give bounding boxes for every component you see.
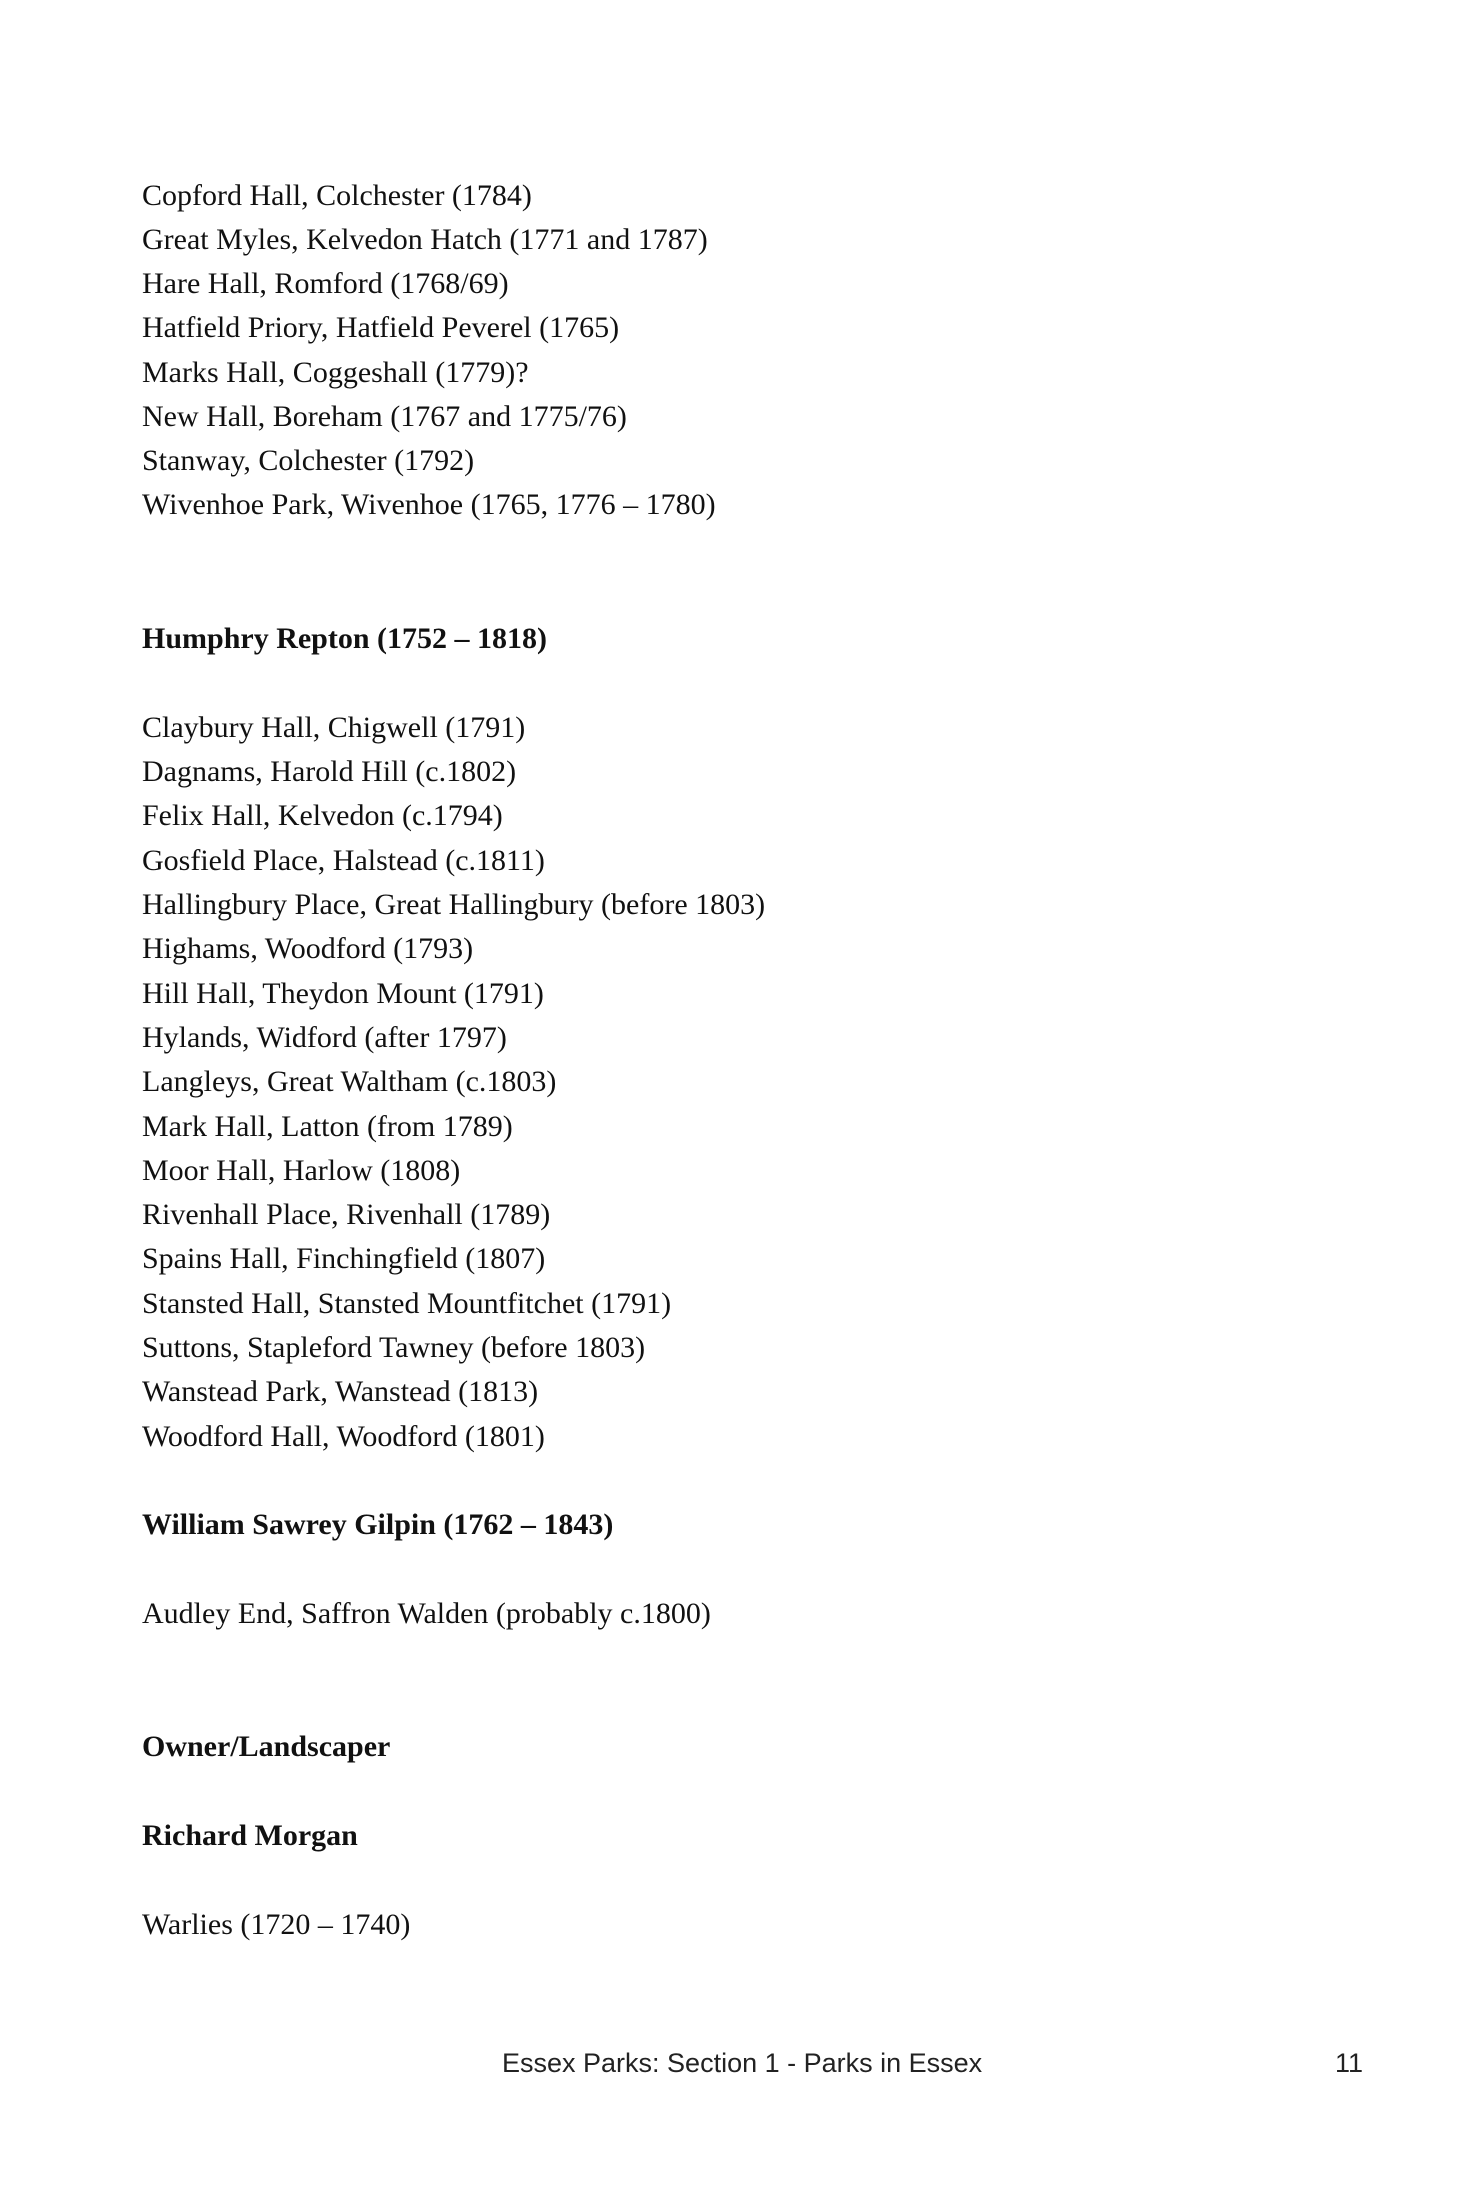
list-item: Spains Hall, Finchingfield (1807) (142, 1242, 546, 1275)
list-item: New Hall, Boreham (1767 and 1775/76) (142, 400, 627, 433)
list-item: Rivenhall Place, Rivenhall (1789) (142, 1198, 551, 1231)
list-item: Hylands, Widford (after 1797) (142, 1021, 507, 1054)
list-item: Warlies (1720 – 1740) (142, 1908, 411, 1941)
list-item: Claybury Hall, Chigwell (1791) (142, 711, 526, 744)
list-item: Suttons, Stapleford Tawney (before 1803) (142, 1331, 646, 1364)
list-item: Stansted Hall, Stansted Mountfitchet (1791) (142, 1287, 672, 1320)
list-item: Wivenhoe Park, Wivenhoe (1765, 1776 – 1780) (142, 488, 716, 521)
list-item: Hatfield Priory, Hatfield Peverel (1765) (142, 311, 620, 344)
list-item: Marks Hall, Coggeshall (1779)? (142, 356, 529, 389)
list-item: Audley End, Saffron Walden (probably c.1800) (142, 1597, 711, 1630)
list-item: Copford Hall, Colchester (1784) (142, 179, 532, 212)
list-item: Felix Hall, Kelvedon (c.1794) (142, 799, 503, 832)
list-item: Langleys, Great Waltham (c.1803) (142, 1065, 557, 1098)
list-item: Moor Hall, Harlow (1808) (142, 1154, 461, 1187)
list-item: Hallingbury Place, Great Hallingbury (before 1803) (142, 888, 766, 921)
page-number: 11 (1335, 2048, 1364, 2078)
list-item: Highams, Woodford (1793) (142, 932, 474, 965)
list-item: Great Myles, Kelvedon Hatch (1771 and 1787) (142, 223, 708, 256)
section-heading-gilpin: William Sawrey Gilpin (1762 – 1843) (142, 1508, 614, 1541)
list-item: Hill Hall, Theydon Mount (1791) (142, 977, 544, 1010)
footer-title: Essex Parks: Section 1 - Parks in Essex (502, 2048, 983, 2078)
section-heading-owner-landscaper: Owner/Landscaper (142, 1730, 391, 1763)
list-item: Dagnams, Harold Hill (c.1802) (142, 755, 517, 788)
list-item: Wanstead Park, Wanstead (1813) (142, 1375, 539, 1408)
section-heading-morgan: Richard Morgan (142, 1819, 358, 1852)
list-item: Stanway, Colchester (1792) (142, 444, 475, 477)
section-heading-repton: Humphry Repton (1752 – 1818) (142, 622, 548, 655)
list-item: Gosfield Place, Halstead (c.1811) (142, 844, 545, 877)
list-item: Woodford Hall, Woodford (1801) (142, 1420, 545, 1453)
list-item: Hare Hall, Romford (1768/69) (142, 267, 509, 300)
list-item: Mark Hall, Latton (from 1789) (142, 1110, 513, 1143)
